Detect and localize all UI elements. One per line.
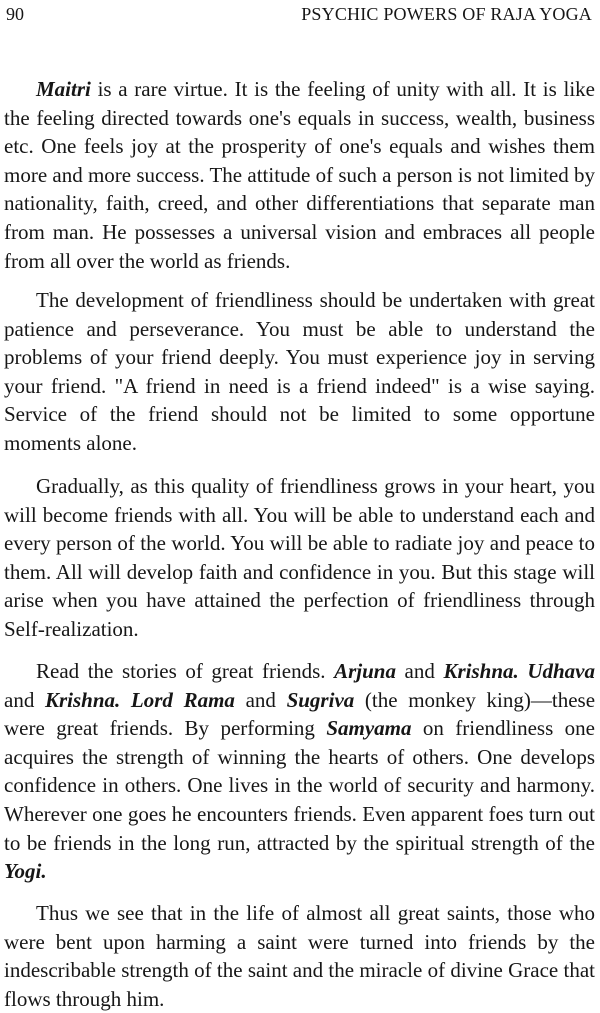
paragraph-gradually [4,472,595,644]
text-run: and [4,687,45,712]
emphasized-term: Arjuna [334,659,396,683]
paragraph-great-friends [4,657,595,886]
text-run: Gradually, as this quality of friendliness grows in your heart, you will become friends with all. You will be able to understand each and every person of the world. You will be able to radiate joy and peace to them. All will develop faith and confidence in you. But this stage will arise when you have attained the perfection of friendliness through Self-realization. [4,474,595,641]
emphasized-term: Krishna. Lord Rama [44,687,235,712]
text-run: (the monkey king)—these were great friends. By performing [4,687,596,741]
emphasized-term: Sugriva [286,687,355,712]
paragraph-maitri [4,75,595,275]
emphasized-term: Samyama [326,716,412,741]
text-run: is a rare virtue. It is the feeling of unity with all. It is like the feeling directed towards one's equals in success, wealth, business etc. One feels joy at the prosperity of one's equals and wishes them more and more success. The attitude of such a person is not limited by nationality, faith, creed, and other differentiations that separate man from man. He possesses a universal vision and embraces all people from all over the world as friends. [4,77,595,273]
emphasized-term: Maitri [36,77,91,101]
paragraph-saints [4,899,595,1013]
emphasized-term: Yogi. [4,859,47,884]
text-run: and [395,659,444,683]
emphasized-term: Krishna. Udhava [443,659,595,683]
paragraph-development-of-friendliness [4,286,595,458]
running-title: PSYCHIC POWERS OF RAJA YOGA [301,4,592,24]
text-run: Thus we see that in the life of almost all great saints, those who were bent upon harming a saint were turned into friends by the indescribable strength of the saint and the miracle of divine Grace that flows through him. [4,901,595,1011]
text-run: on friendliness one acquires the strength of winning the hearts of others. One develops confidence in others. One lives in the world of security and harmony. Wherever one goes he encounters friends. Even apparent foes turn out to be friends in the long run, attracted by the spiritual strength of the [4,716,596,855]
text-run: and [234,687,287,712]
running-header [6,3,592,25]
page-number: 90 [6,4,24,24]
text-run: Read the stories of great friends. [36,659,335,683]
text-run: The development of friendliness should be undertaken with great patience and perseverance. You must be able to understand the problems of your friend deeply. You must experience joy in serving your friend. "A friend in need is a friend indeed" is a wise saying. Service of the friend should not be limited to some opportune moments alone. [4,288,595,455]
